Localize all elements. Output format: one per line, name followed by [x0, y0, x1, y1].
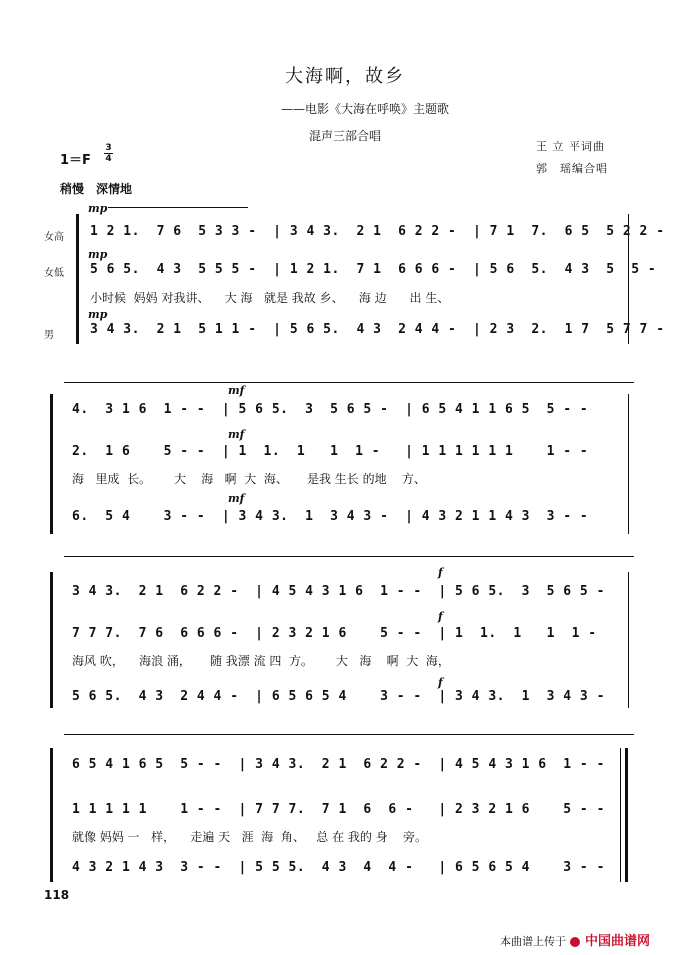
- tie-arc: [108, 207, 248, 208]
- men-line: 3 4 3. 2 1 5 1 1 - | 5 6 5. 4 3 2 4 4 - | 2 3 2. 1 7 5 7 7 -: [90, 322, 665, 337]
- system-brace: [76, 214, 79, 344]
- alto-line: 5 6 5. 4 3 5 5 5 - | 1 2 1. 7 1 6 6 6 - | 5 6 5. 4 3 5 5 -: [90, 262, 657, 277]
- soprano-line: 4. 3 1 6 1 - - | 5 6 5. 3 5 6 5 - | 6 5 4 1 1 6 5 5 - -: [72, 402, 589, 417]
- lyrics-line: 小时候 妈妈 对我讲、 大 海 就是 我故 乡、 海 边 出 生、: [90, 291, 450, 305]
- system-brace: [50, 394, 53, 534]
- site-brand-link[interactable]: 中国曲谱网: [585, 934, 651, 949]
- dynamic-mf: mf: [228, 428, 245, 441]
- barline: [628, 214, 629, 344]
- barline: [628, 572, 629, 708]
- final-barline-thin: [620, 748, 621, 882]
- voice-label-men: 男: [44, 330, 54, 341]
- credit-arranger: 郭 瑶编合唱: [536, 162, 608, 175]
- dynamic-mp: mp: [88, 202, 108, 215]
- meter-bottom: 4: [105, 154, 112, 164]
- soprano-line: 3 4 3. 2 1 6 2 2 - | 4 5 4 3 1 6 1 - - | 5 6 5. 3 5 6 5 -: [72, 584, 605, 599]
- credit-lyrics: 王 立 平词曲: [536, 140, 605, 153]
- men-line: 6. 5 4 3 - - | 3 4 3. 1 3 4 3 - | 4 3 2 1 1 4 3 3 - -: [72, 509, 589, 524]
- time-signature: [104, 143, 113, 164]
- dynamic-mp: mp: [88, 308, 108, 321]
- page-number: 118: [44, 888, 70, 902]
- alto-line: 2. 1 6 5 - - | 1 1. 1 1 1 - | 1 1 1 1 1 1 1 - -: [72, 444, 589, 459]
- dynamic-f: f: [438, 610, 443, 623]
- system-rule: [64, 556, 634, 557]
- lyrics-line: 海风 吹， 海浪 涌， 随 我漂 流 四 方。 大 海 啊 大 海，: [72, 654, 450, 668]
- system-rule: [64, 734, 634, 735]
- voice-label-soprano: 女高: [44, 232, 64, 243]
- choral-form: 混声三部合唱: [308, 129, 381, 143]
- men-line: 4 3 2 1 4 3 3 - - | 5 5 5. 4 3 4 4 - | 6 5 6 5 4 3 - -: [72, 860, 605, 875]
- final-barline-thick: [625, 748, 628, 882]
- site-logo-icon: [570, 937, 580, 947]
- song-title: 大海啊，故乡: [285, 66, 405, 87]
- dynamic-mp: mp: [88, 248, 108, 261]
- dynamic-mf: mf: [228, 492, 245, 505]
- system-brace: [50, 748, 53, 882]
- system-brace: [50, 572, 53, 708]
- men-line: 5 6 5. 4 3 2 4 4 - | 6 5 6 5 4 3 - - | 3 4 3. 1 3 4 3 -: [72, 689, 605, 704]
- lyrics-line: 海 里成 长。 大 海 啊 大 海、 是我 生长 的地 方、: [72, 472, 426, 486]
- soprano-line: 6 5 4 1 6 5 5 - - | 3 4 3. 2 1 6 2 2 - | 4 5 4 3 1 6 1 - -: [72, 757, 605, 772]
- song-subtitle: ——电影《大海在呼唤》主题歌: [280, 102, 449, 116]
- alto-line: 1 1 1 1 1 1 - - | 7 7 7. 7 1 6 6 - | 2 3 2 1 6 5 - -: [72, 802, 605, 817]
- dynamic-mf: mf: [228, 384, 245, 397]
- dynamic-f: f: [438, 566, 443, 579]
- dynamic-f: f: [438, 676, 443, 689]
- lyrics-line: 就像 妈妈 一 样， 走遍 天 涯 海 角、 总 在 我的 身 旁。: [72, 830, 427, 844]
- footer-credit: [500, 930, 650, 949]
- soprano-line: 1 2 1. 7 6 5 3 3 - | 3 4 3. 2 1 6 2 2 - | 7 1 7. 6 5 5 2 2 -: [90, 224, 665, 239]
- alto-line: 7 7 7. 7 6 6 6 6 - | 2 3 2 1 6 5 - - | 1 1. 1 1 1 -: [72, 626, 597, 641]
- key-signature: 1＝F: [60, 153, 91, 168]
- voice-label-alto: 女低: [44, 268, 64, 279]
- barline: [628, 394, 629, 534]
- meter-top: 3: [105, 143, 112, 153]
- footer-text: 本曲谱上传于: [500, 935, 566, 948]
- system-rule: [64, 382, 634, 383]
- tempo-marking: 稍慢 深情地: [60, 182, 133, 196]
